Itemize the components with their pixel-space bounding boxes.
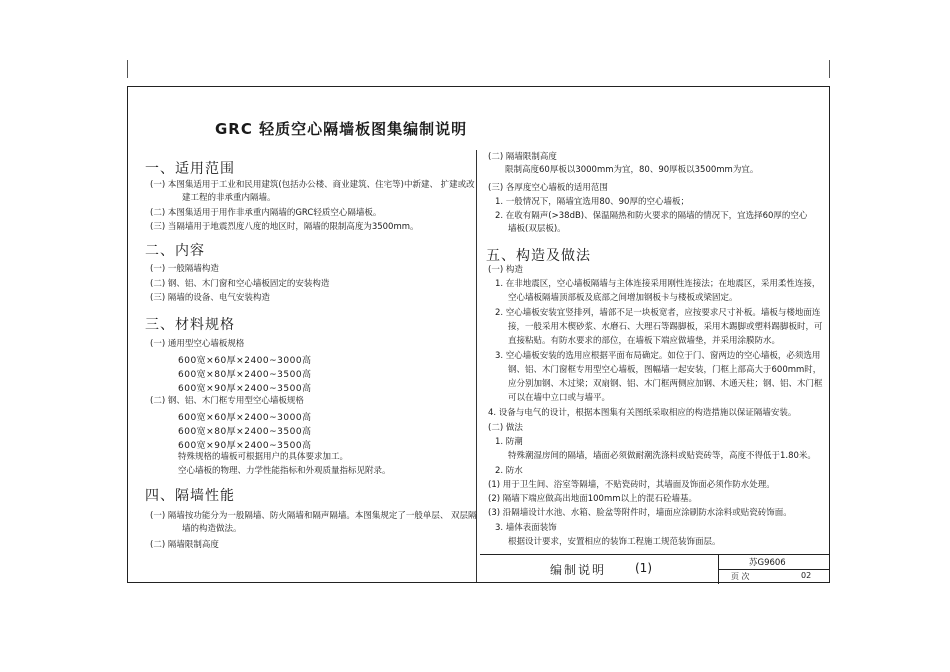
text-line: 3. 墙体表面装饰 <box>495 523 557 533</box>
sheet-number: (1) <box>635 561 652 575</box>
spec-line: 600宽×90厚×2400~3500高 <box>178 384 312 394</box>
text-line: (一) 构造 <box>488 265 523 275</box>
page-number: 02 <box>801 571 812 580</box>
text-line: (二) 隔墙限制高度 <box>150 540 219 550</box>
text-line: 钢、铝、木门窗框专用型空心墙板，图幅墙一起安装，门框上部高大于600mm时， <box>508 365 822 375</box>
text-line: (一) 隔墙按功能分为一般隔墙、防火隔墙和隔声隔墙。本图集规定了一般单层、 双层隔 <box>150 511 477 521</box>
text-line: 4. 设备与电气的设计，根据本图集有关图纸采取相应的构造措施以保证隔墙安装。 <box>488 408 797 418</box>
text-line: 墙板(双层板)。 <box>508 224 566 234</box>
page-label: 页 次 <box>731 572 750 581</box>
section-heading: 三、材料规格 <box>145 317 235 333</box>
text-line: 特殊潮湿房间的隔墙，墙面必须做耐潮洗涤料或贴瓷砖等，高度不得低于1.80米。 <box>508 451 816 461</box>
text-line: (三) 当隔墙用于地震烈度八度的地区时，隔墙的限制高度为3500mm。 <box>150 222 419 232</box>
text-line: (3) 沿隔墙设计水池、水箱、脸盆等附件时，墙面应涂刷防水涂料或贴瓷砖饰面。 <box>488 508 792 518</box>
text-line: (一) 一般隔墙构造 <box>150 264 219 274</box>
spec-line: 600宽×80厚×2400~3500高 <box>178 370 312 380</box>
section-heading: 四、隔墙性能 <box>145 488 235 504</box>
text-line: 应分别加钢、木过梁；双扇钢、铝、木门框两侧应加钢、木通天柱；钢、铝、木门框 <box>508 379 823 389</box>
text-line: 2. 在收有隔声(>38dB)、保温隔热和防火要求的隔墙的情况下，宜选择60厚的空心 <box>495 211 808 221</box>
title-block <box>480 554 830 584</box>
text-line: 1. 防潮 <box>495 437 523 447</box>
text-line: (一) 通用型空心墙板规格 <box>150 339 245 349</box>
spec-line: 600宽×80厚×2400~3500高 <box>178 427 312 437</box>
text-line: 空心墙板隔墙顶部板及底部之间增加钢板卡与楼板或梁固定。 <box>508 293 738 303</box>
text-line: 1. 在非地震区，空心墙板隔墙与主体连接采用刚性连接法；在地震区，采用柔性连接， <box>495 279 821 289</box>
text-line: (二) 做法 <box>488 423 523 433</box>
text-line: (1) 用于卫生间、浴室等隔墙，不贴瓷砖时，其墙面及饰面必须作防水处理。 <box>488 480 775 490</box>
text-line: (二) 本图集适用于用作非承重内隔墙的GRC轻质空心隔墙板。 <box>150 208 382 218</box>
spec-line: 600宽×90厚×2400~3500高 <box>178 441 312 451</box>
text-line: (一) 本图集适用于工业和民用建筑(包括办公楼、商业建筑、住宅等)中新建、 扩建或改 <box>150 180 475 190</box>
page-title: GRC 轻质空心隔墙板图集编制说明 <box>215 120 468 138</box>
section-heading: 一、适用范围 <box>145 161 235 177</box>
text-line: 直接粘贴。有防水要求的部位，在墙板下端应做墙垫，并采用涂膜防水。 <box>508 336 781 346</box>
text-line: 墙的构造做法。 <box>182 524 242 534</box>
text-line: 1. 一般情况下，隔墙宜选用80、90厚的空心墙板； <box>495 197 689 207</box>
text-line: (三) 隔墙的设备、电气安装构造 <box>150 293 270 303</box>
sheet-name: 编制说明 <box>550 563 607 577</box>
text-line: (三) 各厚度空心墙板的适用范围 <box>488 183 608 193</box>
text-line: 空心墙板的物理、力学性能指标和外观质量指标见附录。 <box>178 466 391 476</box>
text-line: 建工程的非承重内隔墙。 <box>182 193 276 203</box>
code-cell <box>718 555 830 584</box>
text-line: 根据设计要求，安置相应的装饰工程施工规范装饰面层。 <box>508 537 721 547</box>
text-line: (二) 钢、铝、木门窗和空心墙板固定的安装构造 <box>150 279 330 289</box>
text-line: (2) 隔墙下端应做高出地面100mm以上的混石砼墙基。 <box>488 494 698 504</box>
crop-mark <box>127 60 128 78</box>
text-line: 特殊规格的墙板可根据用户的具体要求加工。 <box>178 452 349 462</box>
text-line: 2. 防水 <box>495 466 523 476</box>
text-line: 2. 空心墙板安装宜竖排列，墙部不足一块板宽者，应按要求尺寸补板。墙板与楼地面连 <box>495 308 821 318</box>
crop-mark <box>829 60 830 78</box>
text-line: (二) 隔墙限制高度 <box>488 152 557 162</box>
drawing-code: 苏G9606 <box>749 558 786 568</box>
spec-line: 600宽×60厚×2400~3000高 <box>178 356 312 366</box>
section-heading: 五、构造及做法 <box>486 248 591 264</box>
text-line: 接，一般采用木楔砂浆、水磨石、大理石等踢脚板，采用木踢脚或塑料踢脚板时，可 <box>508 322 823 332</box>
text-line: (二) 钢、铝、木门框专用型空心墙板规格 <box>150 396 304 406</box>
spec-line: 600宽×60厚×2400~3000高 <box>178 413 312 423</box>
text-line: 可以在墙中立口或与墙平。 <box>508 393 611 403</box>
text-line: 限制高度60厚板以3000mm为宜，80、90厚板以3500mm为宜。 <box>505 165 759 175</box>
section-heading: 二、内容 <box>145 243 205 259</box>
text-line: 3. 空心墙板安装的选用应根据平面布局确定。如位于门、窗两边的空心墙板，必须选用 <box>495 351 821 361</box>
